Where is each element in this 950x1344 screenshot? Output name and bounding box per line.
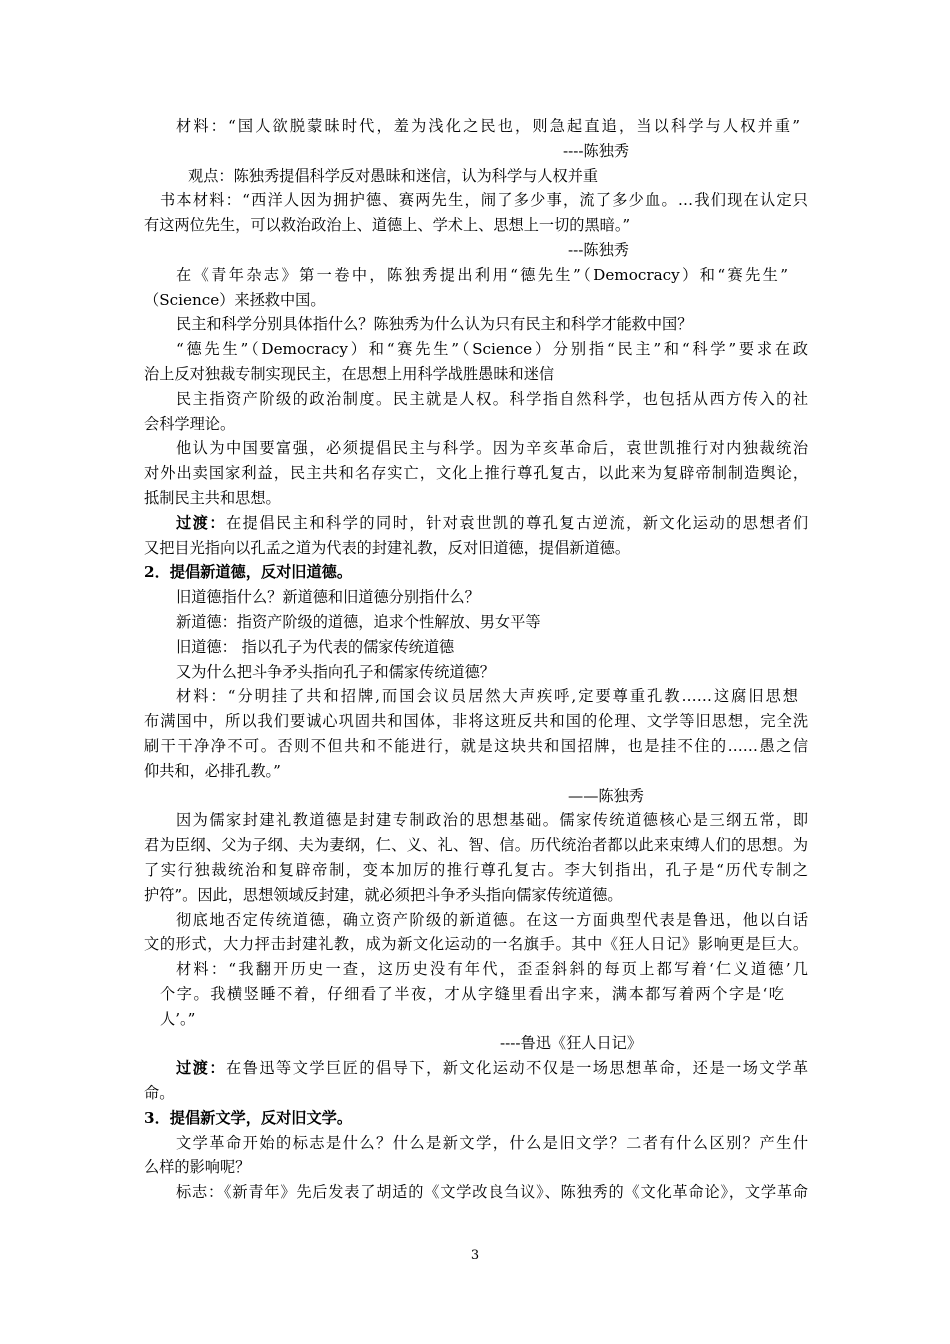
line-text: 旧道德： 指以孔子为代表的儒家传统道德 <box>176 637 455 656</box>
text-line <box>176 585 950 610</box>
bold-label: 过渡： <box>176 1059 227 1078</box>
text-line <box>176 337 808 362</box>
text-line <box>144 486 950 511</box>
line-text: 因为儒家封建礼教道德是封建专制政治的思想基础。儒家传统道德核心是三纲五常，即 <box>176 811 808 830</box>
line-text: 在鲁迅等文学巨匠的倡导下，新文化运动不仅是一场思想革命，还是一场文学革 <box>226 1059 809 1078</box>
text-line <box>176 1180 808 1205</box>
line-text: 有这两位先生，可以救治政治上、道德上、学术上、思想上一切的黑暗。” <box>144 216 631 235</box>
line-text: 文学革命开始的标志是什么？什么是新文学，什么是旧文学？二者有什么区别？产生什 <box>176 1133 808 1152</box>
text-line <box>144 288 950 313</box>
line-text: 会科学理论。 <box>144 414 236 433</box>
text-line <box>144 362 950 387</box>
text-line <box>176 610 950 635</box>
bold-label: 过渡： <box>176 513 227 532</box>
line-text: 君为臣纲、父为子纲、夫为妻纲，仁、义、礼、智、信。历代统治者都以此来束缚人们的思想。为 <box>144 836 808 855</box>
text-line <box>176 1131 808 1156</box>
text-line <box>144 833 808 858</box>
line-text: 民主指资产阶级的政治制度。民主就是人权。科学指自然科学，也包括从西方传入的社 <box>176 389 808 408</box>
text-line <box>568 238 950 263</box>
line-text: ----陈独秀 <box>563 141 630 160</box>
line-text: 治上反对独裁专制实现民主，在思想上用科学战胜愚昧和迷信 <box>144 364 555 383</box>
line-text: 新道德：指资产阶级的道德，追求个性解放、男女平等 <box>176 612 541 631</box>
text-line <box>176 957 808 982</box>
line-text: “德先生”（Democracy）和“赛先生”（Science）分别指“民主”和“科学”要求在政 <box>176 340 808 359</box>
text-line <box>144 932 808 957</box>
line-text: 人’。” <box>160 1009 196 1028</box>
line-text: ----鲁迅《狂人日记》 <box>500 1034 643 1053</box>
text-line <box>563 139 950 164</box>
line-text: 护符”。因此，思想领域反封建，就必须把斗争矛头指向儒家传统道德。 <box>144 885 623 904</box>
line-text: ——陈独秀 <box>568 786 644 805</box>
line-text: 书本材料：“西洋人因为拥护德、赛两先生，闹了多少事，流了多少血。…我们现在认定只 <box>160 191 808 210</box>
line-text: 民主和科学分别具体指什么？陈独秀为什么认为只有民主和科学才能救中国？ <box>176 315 693 334</box>
text-line <box>160 982 784 1007</box>
text-line <box>144 560 950 585</box>
text-line <box>144 709 808 734</box>
line-text: 么样的影响呢？ <box>144 1158 251 1177</box>
line-text: 材料：“分明挂了共和招牌,而国会议员居然大声疾呼,定要尊重孔教……这腐旧思想 <box>176 687 798 706</box>
text-line <box>144 1155 950 1180</box>
text-line <box>500 1031 950 1056</box>
page-number: 3 <box>470 1248 480 1263</box>
text-line <box>176 908 808 933</box>
text-line <box>176 511 808 536</box>
text-line <box>188 164 950 189</box>
line-text: 在《青年杂志》第一卷中，陈独秀提出利用“德先生”（Democracy）和“赛先生” <box>176 265 788 284</box>
text-line <box>176 387 808 412</box>
bold-label: 2．提倡新道德，反对旧道德。 <box>144 563 353 582</box>
line-text: （Science）来拯救中国。 <box>144 290 326 309</box>
text-line <box>176 114 800 139</box>
text-line <box>176 808 808 833</box>
line-text: 仰共和，必排孔教。” <box>144 761 281 780</box>
line-text: 材料：“国人欲脱蒙昧时代，羞为浅化之民也，则急起直追，当以科学与人权并重” <box>176 117 800 135</box>
text-line <box>160 1007 950 1032</box>
line-text: 对外出卖国家利益，民主共和名存实亡，文化上推行尊孔复古，以此来为复辟帝制制造舆论， <box>144 464 808 483</box>
text-line <box>144 1106 950 1131</box>
line-text: 又把目光指向以孔孟之道为代表的封建礼教，反对旧道德，提倡新道德。 <box>144 538 630 557</box>
line-text: 布满国中，所以我们要诚心巩固共和国体，非将这班反共和国的伦理、文学等旧思想，完全洗 <box>144 712 808 731</box>
line-text: 材料：“我翻开历史一查，这历史没有年代，歪歪斜斜的每页上都写着‘仁义道德’几 <box>176 960 808 979</box>
text-line <box>144 536 950 561</box>
text-line <box>144 883 950 908</box>
line-text: 个字。我横竖睡不着，仔细看了半夜，才从字缝里看出字来，满本都写着两个字是‘吃 <box>160 984 784 1003</box>
text-line <box>568 784 950 809</box>
line-text: 他认为中国要富强，必须提倡民主与科学。因为辛亥革命后，袁世凯推行对内独裁统治 <box>176 439 808 458</box>
text-line <box>144 412 950 437</box>
text-line <box>144 759 950 784</box>
line-text: 文的形式，大力抨击封建礼教，成为新文化运动的一名旗手。其中《狂人日记》影响更是巨大。 <box>144 935 808 954</box>
text-line <box>176 436 808 461</box>
document-body <box>0 114 950 1205</box>
line-text: 标志：《新青年》先后发表了胡适的《文学改良刍议》、陈独秀的《文化革命论》，文学革命 <box>176 1183 808 1202</box>
text-line <box>176 684 798 709</box>
line-text: ---陈独秀 <box>568 240 629 259</box>
text-line <box>144 461 808 486</box>
line-text: 在提倡民主和科学的同时，针对袁世凯的尊孔复古逆流，新文化运动的思想者们 <box>226 513 809 532</box>
line-text: 彻底地否定传统道德，确立资产阶级的新道德。在这一方面典型代表是鲁迅，他以白话 <box>176 910 808 929</box>
text-line <box>144 734 808 759</box>
bold-label: 3．提倡新文学，反对旧文学。 <box>144 1108 353 1127</box>
text-line <box>176 1056 808 1081</box>
line-text: 观点：陈独秀提倡科学反对愚昧和迷信，认为科学与人权并重 <box>188 166 599 185</box>
text-line <box>176 635 950 660</box>
text-line <box>176 660 950 685</box>
text-line <box>176 312 950 337</box>
line-text: 抵制民主共和思想。 <box>144 488 281 507</box>
line-text: 旧道德指什么？新道德和旧道德分别指什么？ <box>176 588 480 607</box>
line-text: 命。 <box>144 1084 175 1103</box>
text-line <box>176 263 788 288</box>
text-line <box>144 858 808 883</box>
line-text: 了实行独裁统治和复辟帝制，变本加厉的推行尊孔复古。李大钊指出，孔子是“历代专制之 <box>144 860 808 879</box>
text-line <box>144 1081 950 1106</box>
text-line <box>160 188 808 213</box>
line-text: 刷干干净净不可。否则不但共和不能进行，就是这块共和国招牌，也是挂不住的……愚之信 <box>144 736 808 755</box>
line-text: 又为什么把斗争矛头指向孔子和儒家传统道德？ <box>176 662 495 681</box>
text-line <box>144 213 950 238</box>
